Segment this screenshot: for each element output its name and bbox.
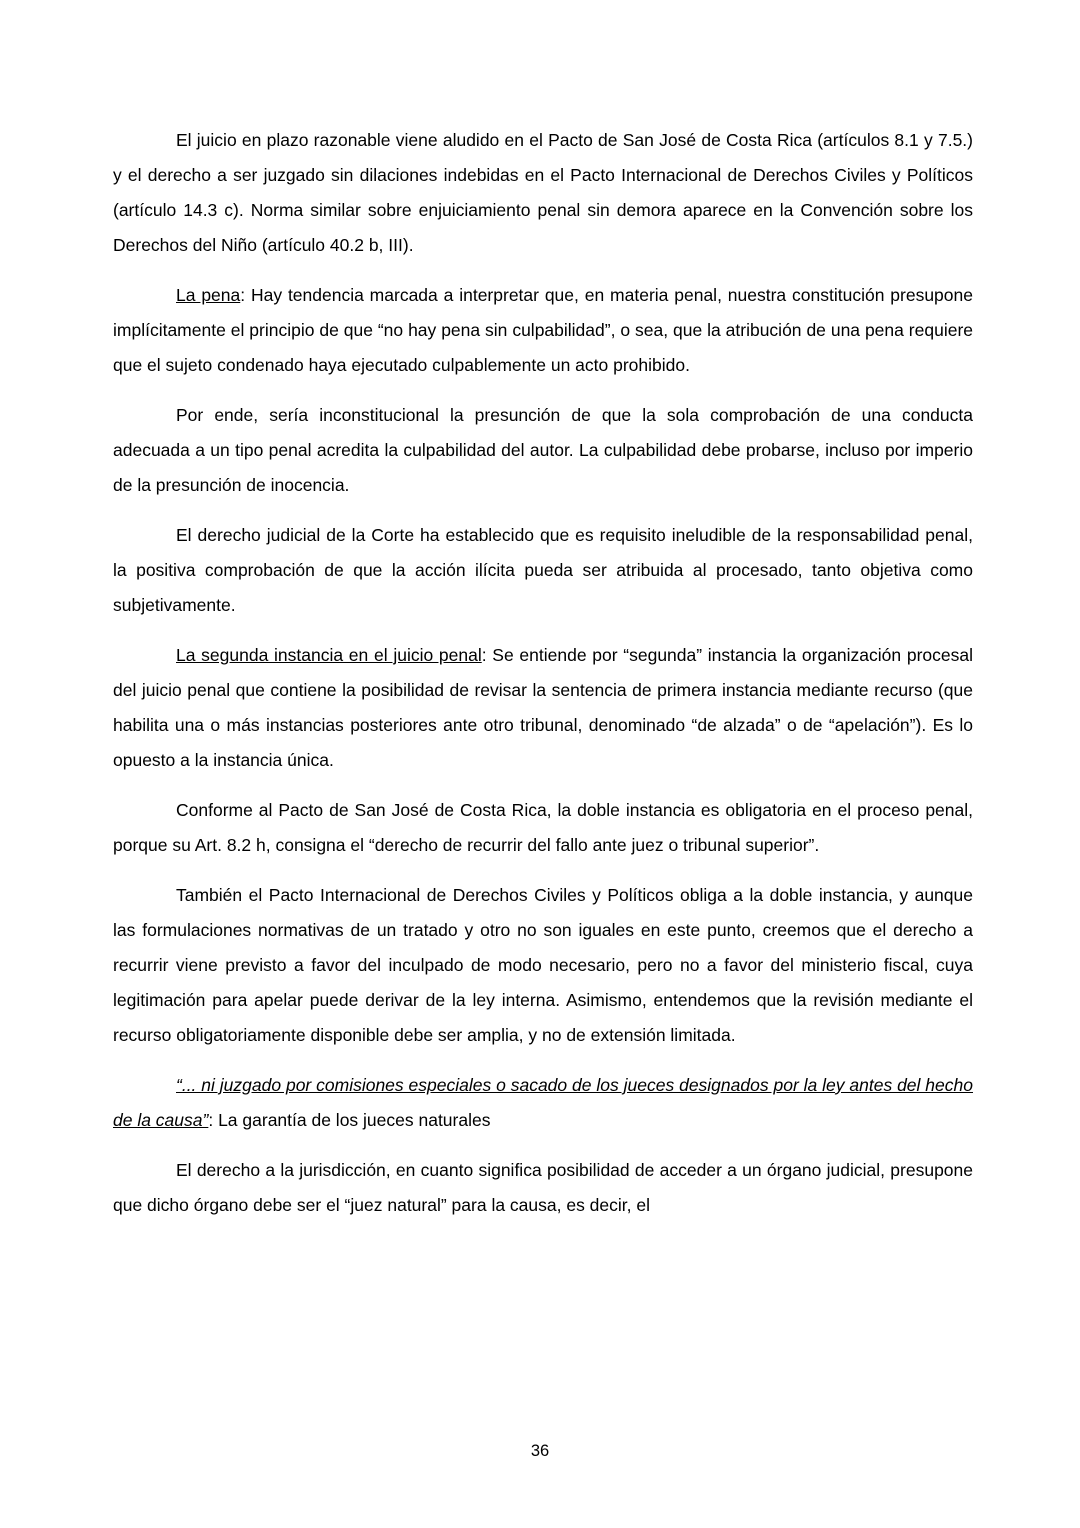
paragraph-text: Conforme al Pacto de San José de Costa Rica, la doble instancia es obligatoria en el proceso penal, porque su Art. 8.2 h, consigna el “derecho de recurrir del fallo ante juez o tribunal superior”. (113, 800, 973, 855)
paragraph-segunda-instancia (113, 638, 973, 778)
paragraph-tambien-pacto (113, 878, 973, 1053)
paragraph-derecho-judicial-corte (113, 518, 973, 623)
paragraph-text: Por ende, sería inconstitucional la presunción de que la sola comprobación de una conducta adecuada a un tipo penal acredita la culpabilidad del autor. La culpabilidad debe probarse, incluso por imperio de la presunción de inocencia. (113, 405, 973, 495)
paragraph-text: El derecho judicial de la Corte ha establecido que es requisito ineludible de la responsabilidad penal, la positiva comprobación de que la acción ilícita pueda ser atribuida al procesado, tanto objetiva como subjetivamente. (113, 525, 973, 615)
paragraph-text: También el Pacto Internacional de Derechos Civiles y Políticos obliga a la doble instancia, y aunque las formulaciones normativas de un tratado y otro no son iguales en este punto, creemos que el derecho a recurrir viene previsto a favor del inculpado de modo necesario, pero no a favor del ministerio fiscal, cuya legitimación para apelar puede derivar de la ley interna. Asimismo, entendemos que la revisión mediante el recurso obligatoriamente disponible debe ser amplia, y no de extensión limitada. (113, 885, 973, 1045)
document-body (113, 123, 973, 1238)
paragraph-text: : Hay tendencia marcada a interpretar que, en materia penal, nuestra constitución presupone implícitamente el principio de que “no hay pena sin culpabilidad”, o sea, que la atribución de una pena requiere que el sujeto condenado haya ejecutado culpablemente un acto prohibido. (113, 285, 973, 375)
paragraph-juicio-plazo-razonable (113, 123, 973, 263)
paragraph-text: : Se entiende por “segunda” instancia la organización procesal del juicio penal que contiene la posibilidad de revisar la sentencia de primera instancia mediante recurso (que habilita una o más instancias posteriores ante otro tribunal, denominado “de alzada” o de “apelación”). Es lo opuesto a la instancia única. (113, 645, 973, 770)
paragraph-la-pena (113, 278, 973, 383)
paragraph-conforme-pacto (113, 793, 973, 863)
paragraph-text: : La garantía de los jueces naturales (208, 1110, 491, 1130)
paragraph-jueces-naturales-quote (113, 1068, 973, 1138)
paragraph-lead-underlined: La pena (176, 285, 241, 305)
paragraph-derecho-jurisdiccion (113, 1153, 973, 1223)
paragraph-lead-underlined: La segunda instancia en el juicio penal (176, 645, 482, 665)
paragraph-lead-italic-underlined: “... ni juzgado por comisiones especiales o sacado de los jueces designados por la ley antes del hecho de la causa” (113, 1075, 973, 1130)
paragraph-por-ende (113, 398, 973, 503)
paragraph-text: El derecho a la jurisdicción, en cuanto significa posibilidad de acceder a un órgano judicial, presupone que dicho órgano debe ser el “juez natural” para la causa, es decir, el (113, 1160, 973, 1215)
page-number: 36 (530, 1442, 550, 1460)
paragraph-text: El juicio en plazo razonable viene aludido en el Pacto de San José de Costa Rica (artículos 8.1 y 7.5.) y el derecho a ser juzgado sin dilaciones indebidas en el Pacto Internacional de Derechos Civiles y Políticos (artículo 14.3 c). Norma similar sobre enjuiciamiento penal sin demora aparece en la Convención sobre los Derechos del Niño (artículo 40.2 b, III). (113, 130, 973, 255)
